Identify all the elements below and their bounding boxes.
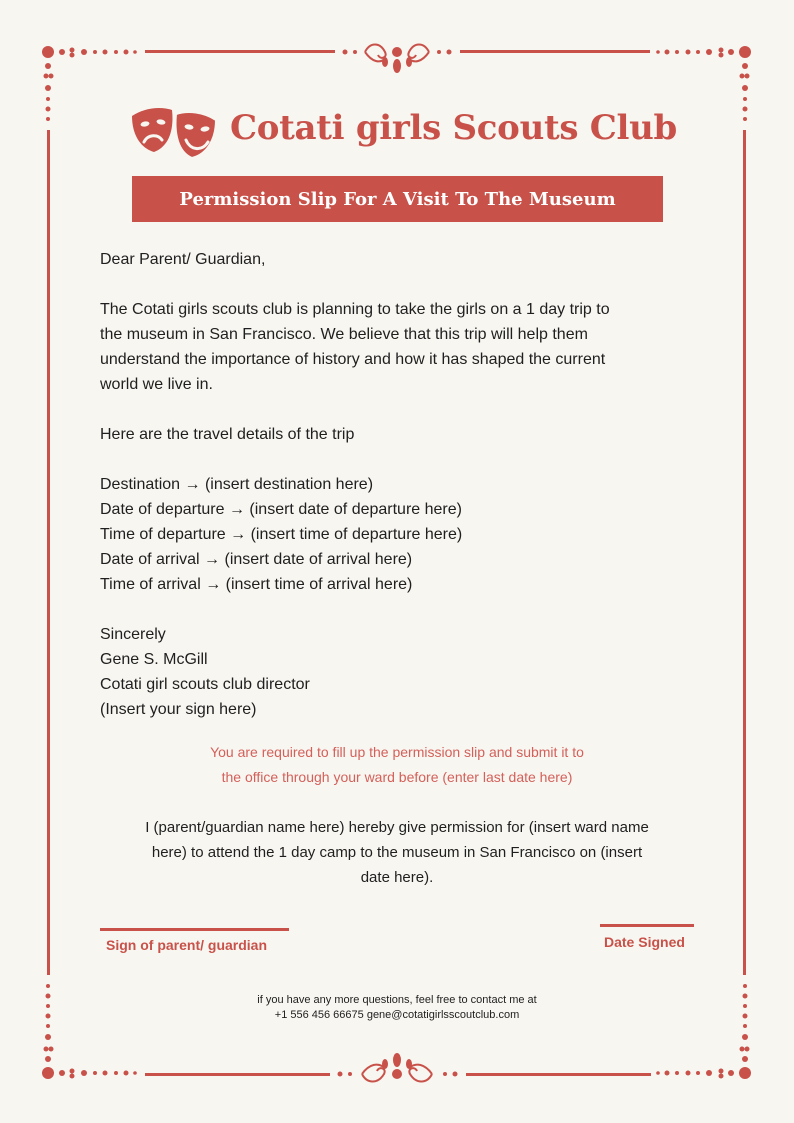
intro-line: The Cotati girls scouts club is planning to take the girls on a 1 day trip to [100,301,610,318]
closing: Sincerely [100,626,166,643]
intro-line: the museum in San Francisco. We believe that this trip will help them [100,326,588,343]
detail-destination: Destination → (insert destination here) [100,476,374,493]
club-name: Cotati girls Scouts Club [230,108,678,148]
travel-details-list [100,472,700,597]
notice-line: You are required to fill up the permission slip and submit it to [210,744,584,760]
detail-arrival-date: Date of arrival → (insert date of arrival here) [100,551,413,568]
submission-notice [160,740,634,790]
page-title: Permission Slip For A Visit To The Museum [179,188,616,210]
parent-signature-label: Sign of parent/ guardian [106,937,268,953]
theater-masks-icon [130,102,220,162]
details-intro: Here are the travel details of the trip [100,426,355,443]
letter-intro [100,297,700,397]
footer-contact: +1 556 456 66675 gene@cotatigirlsscoutclub.com [274,1009,520,1021]
notice-line: the office through your ward before (enter last date here) [221,769,573,785]
signature-placeholder: (Insert your sign here) [100,701,257,718]
consent-statement [100,815,694,890]
date-signed-line[interactable] [600,924,694,927]
signer-title: Cotati girl scouts club director [100,676,310,693]
detail-arrival-time: Time of arrival → (insert time of arrival here) [100,576,413,593]
detail-departure-time: Time of departure → (insert time of departure here) [100,526,463,543]
signer-name: Gene S. McGill [100,651,208,668]
intro-line: world we live in. [100,376,213,393]
consent-line: date here). [360,869,434,886]
footer-line: if you have any more questions, feel free to contact me at [257,994,537,1006]
parent-signature-line[interactable] [100,928,289,931]
letter-greeting: Dear Parent/ Guardian, [100,251,266,268]
page-title-banner [132,176,663,222]
detail-departure-date: Date of departure → (insert date of departure here) [100,501,462,518]
consent-line: I (parent/guardian name here) hereby give permission for (insert ward name [145,819,649,836]
consent-line: here) to attend the 1 day camp to the museum in San Francisco on (insert [151,844,643,861]
letter-signoff [100,622,700,722]
intro-line: understand the importance of history and how it has shaped the current [100,351,606,368]
contact-footer [0,993,794,1023]
date-signed-label: Date Signed [604,934,685,950]
